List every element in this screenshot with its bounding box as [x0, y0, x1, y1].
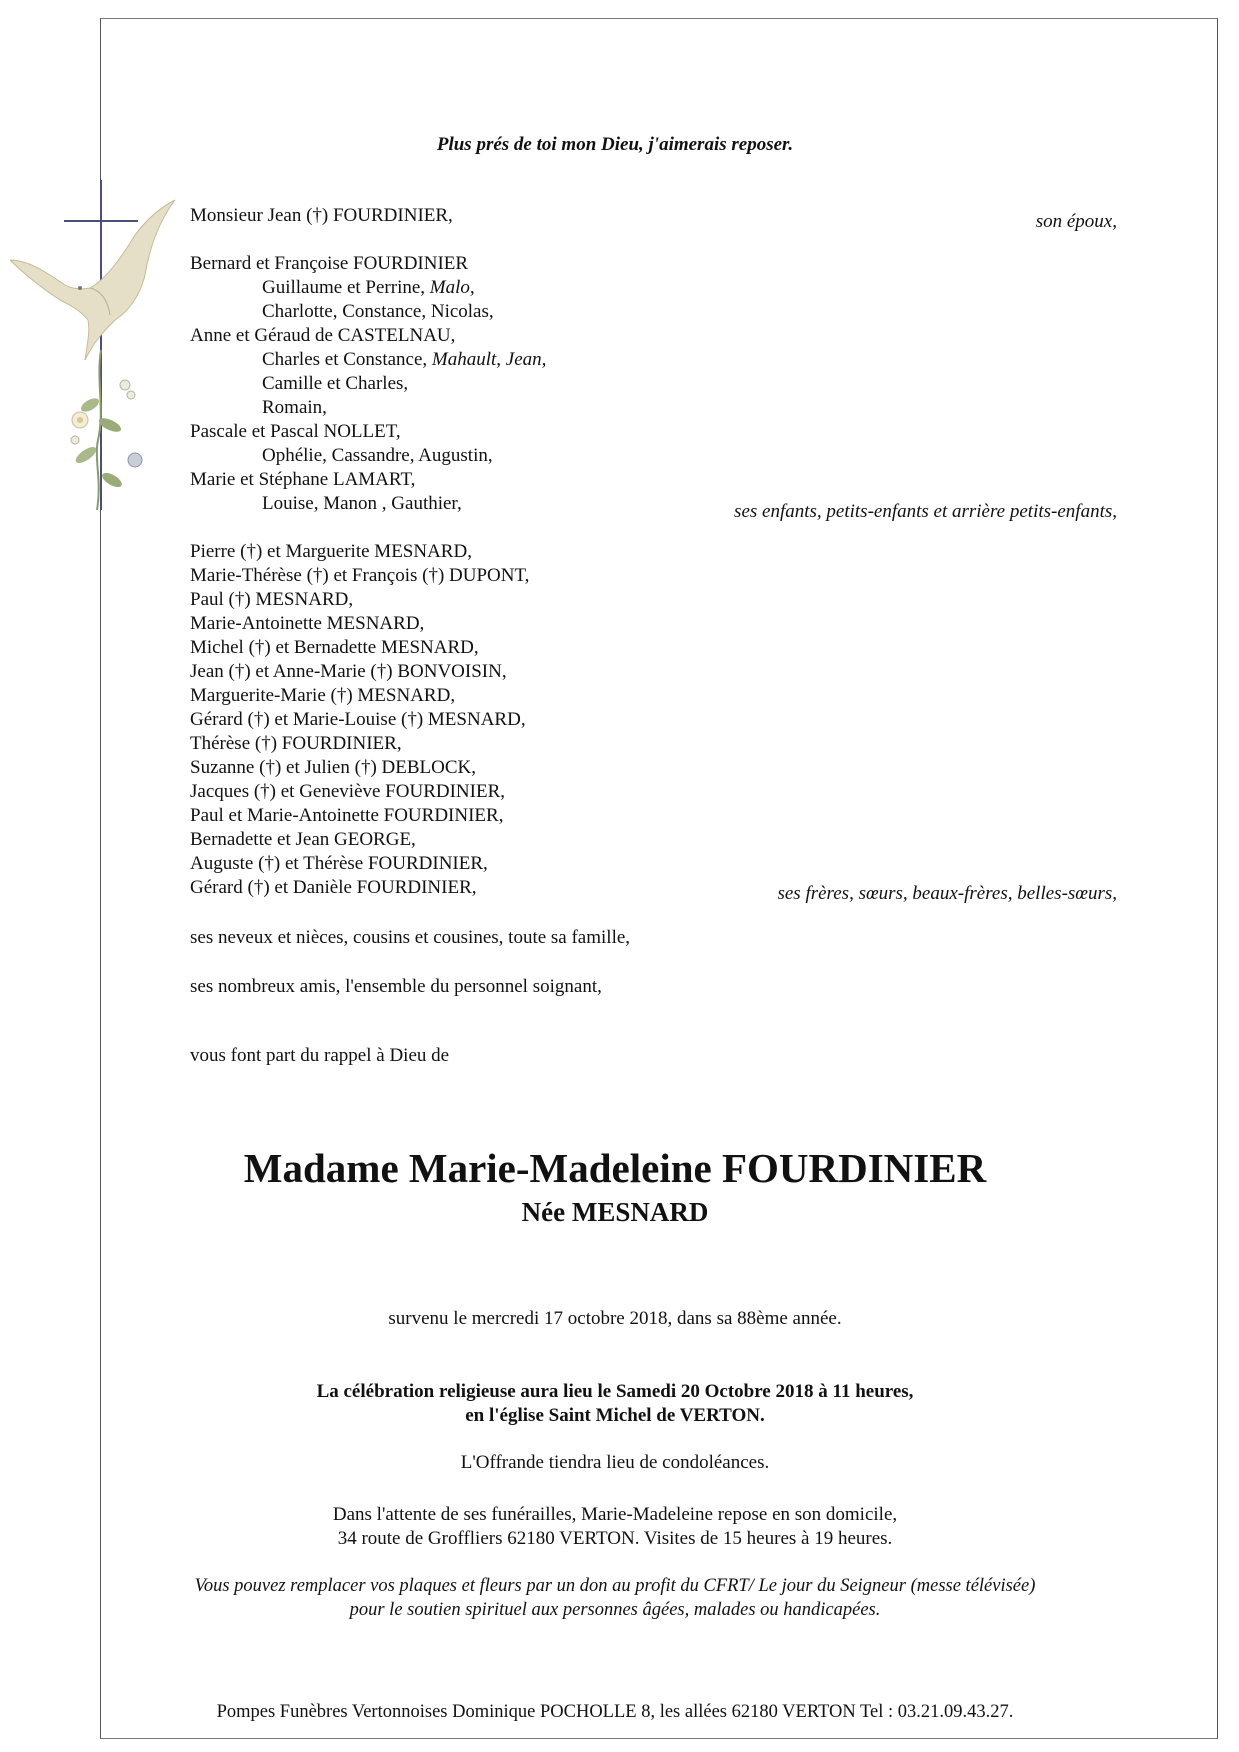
grandchild-line: Louise, Manon , Gauthier,	[262, 493, 462, 514]
sibling-line: Marie-Antoinette MESNARD,	[190, 613, 425, 634]
sibling-line: Paul (†) MESNARD,	[190, 589, 354, 610]
sibling-line: Jean (†) et Anne-Marie (†) BONVOISIN,	[190, 661, 507, 682]
funeral-home-footer: Pompes Funèbres Vertonnoises Dominique POCHOLLE 8, les allées 62180 VERTON Tel : 03.21.09.43.27.	[216, 1702, 1014, 1722]
sibling-line: Auguste (†) et Thérèse FOURDINIER,	[190, 853, 488, 874]
deceased-maiden-name: Née MESNARD	[521, 1197, 709, 1227]
sibling-line: Suzanne (†) et Julien (†) DEBLOCK,	[190, 757, 476, 778]
friends-line: ses nombreux amis, l'ensemble du personnel soignant,	[190, 976, 602, 997]
sibling-line: Marguerite-Marie (†) MESNARD,	[190, 685, 456, 706]
ceremony-line: La célébration religieuse aura lieu le Samedi 20 Octobre 2018 à 11 heures,	[316, 1381, 914, 1402]
cross-dove-decoration	[10, 180, 190, 520]
epigraph: Plus prés de toi mon Dieu, j'aimerais reposer.	[436, 134, 794, 155]
rest-line: Dans l'attente de ses funérailles, Marie-Madeleine repose en son domicile,	[332, 1504, 898, 1525]
grandchild-line: Guillaume et Perrine, Malo,	[262, 277, 475, 298]
visits-line: 34 route de Groffliers 62180 VERTON. Visites de 15 heures à 19 heures.	[337, 1528, 893, 1549]
sibling-line: Thérèse (†) FOURDINIER,	[190, 733, 402, 754]
sibling-line: Pierre (†) et Marguerite MESNARD,	[190, 541, 472, 562]
family-line: ses neveux et nièces, cousins et cousines, toute sa famille,	[190, 927, 631, 948]
sibling-line: Marie-Thérèse (†) et François (†) DUPONT,	[190, 565, 530, 586]
child-line: Anne et Géraud de CASTELNAU,	[190, 325, 456, 346]
grandchild-line: Charles et Constance, Mahault, Jean,	[262, 349, 547, 370]
child-line: Pascale et Pascal NOLLET,	[190, 421, 401, 442]
grandchild-line: Romain,	[262, 397, 327, 418]
ceremony-location: en l'église Saint Michel de VERTON.	[465, 1405, 765, 1426]
child-line: Marie et Stéphane LAMART,	[190, 469, 416, 490]
grandchild-line: Camille et Charles,	[262, 373, 409, 394]
donation-line: Vous pouvez remplacer vos plaques et fleurs par un don au profit du CFRT/ Le jour du Seigneur (messe télévisée)	[194, 1576, 1036, 1596]
sibling-line: Michel (†) et Bernadette MESNARD,	[190, 637, 479, 658]
sibling-line: Gérard (†) et Danièle FOURDINIER,	[190, 877, 477, 898]
sibling-line: Bernadette et Jean GEORGE,	[190, 829, 416, 850]
flower-icon	[71, 350, 142, 510]
announce-line: vous font part du rappel à Dieu de	[190, 1045, 450, 1066]
death-line: survenu le mercredi 17 octobre 2018, dans sa 88ème année.	[388, 1308, 842, 1329]
sibling-line: Jacques (†) et Geneviève FOURDINIER,	[190, 781, 505, 802]
children-role: ses enfants, petits-enfants et arrière petits-enfants,	[734, 501, 1117, 522]
siblings-role: ses frères, sœurs, beaux-frères, belles-sœurs,	[777, 883, 1117, 904]
spouse-role: son époux,	[1035, 211, 1117, 232]
child-line: Bernard et Françoise FOURDINIER	[190, 253, 469, 274]
grandchild-line: Charlotte, Constance, Nicolas,	[262, 301, 494, 322]
sibling-line: Gérard (†) et Marie-Louise (†) MESNARD,	[190, 709, 526, 730]
dove-icon	[10, 200, 175, 360]
sibling-line: Paul et Marie-Antoinette FOURDINIER,	[190, 805, 504, 826]
donation-purpose: pour le soutien spirituel aux personnes âgées, malades ou handicapées.	[349, 1600, 881, 1620]
grandchild-line: Ophélie, Cassandre, Augustin,	[262, 445, 493, 466]
spouse-name: Monsieur Jean (†) FOURDINIER,	[190, 205, 453, 226]
deceased-name: Madame Marie-Madeleine FOURDINIER	[243, 1145, 987, 1191]
cross-icon	[64, 180, 138, 510]
offering-line: L'Offrande tiendra lieu de condoléances.	[460, 1452, 770, 1473]
